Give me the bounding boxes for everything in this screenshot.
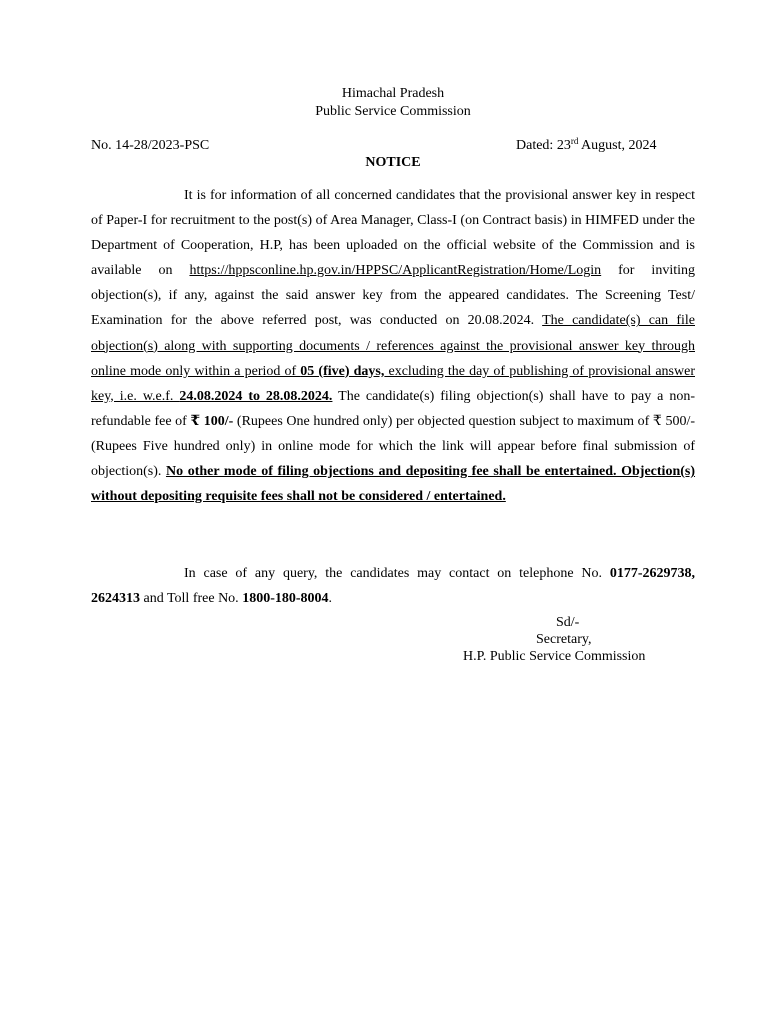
telephone-numbers: 0177-2629738, 2624313: [91, 566, 695, 607]
notice-title: NOTICE: [365, 155, 421, 170]
para1-text-exam-info: for inviting objection(s), if any, against the said answer key from the appeared candidates. The Screening Test/ Examination for the above referred post, was conducted on 20.08.2024.: [91, 263, 695, 329]
para1-text-fee: The candidate(s) filing objection(s) shall have to pay a non-refundable fee of: [91, 388, 695, 429]
para1-underlined-2: excluding the day of publishing of provisional answer key, i.e. w.e.f.: [91, 363, 695, 404]
fee-amount: ₹ 100/-: [190, 413, 234, 429]
para1-underlined-1: The candidate(s) can file objection(s) along with supporting documents / references against the provisional answer key through online mode only within a period of: [91, 313, 695, 379]
tollfree-number: 1800-180-8004: [242, 591, 329, 607]
reference-number: No. 14-28/2023-PSC: [91, 138, 210, 153]
signature-organization: H.P. Public Service Commission: [463, 649, 646, 664]
header-commission-name: Public Service Commission: [315, 104, 471, 119]
objection-period-days: 05 (five) days,: [300, 363, 385, 379]
signature-sd: Sd/-: [556, 615, 580, 630]
important-warning-text: No other mode of filing objections and depositing fee shall be entertained. Objection(s) without depositing requisite fees shall not be considered / entertained.: [91, 464, 696, 505]
para1-text-fee-details: (Rupees One hundred only) per objected question subject to maximum of ₹ 500/- (Rupees Five hundred only) in online mode for which the link will appear before final submission of objection(s).: [91, 413, 695, 480]
objection-dates: 24.08.2024 to 28.08.2024.: [179, 388, 333, 404]
notice-paragraph-main: [91, 183, 695, 509]
header-state-name: Himachal Pradesh: [341, 86, 445, 101]
date-prefix: Dated: 23: [516, 138, 571, 153]
date-rest: August, 2024: [578, 138, 657, 153]
date-ordinal-suffix: rd: [570, 136, 579, 146]
para2-text-tollfree-label: and Toll free No.: [140, 591, 243, 607]
notice-paragraph-contact: [91, 561, 695, 611]
para2-text-query: In case of any query, the candidates may contact on telephone No.: [184, 566, 610, 581]
notice-date: [516, 137, 657, 155]
para1-text-intro: It is for information of all concerned candidates that the provisional answer key in respect of Paper-I for recruitment to the post(s) of Area Manager, Class-I (on Contract basis) in HIMFED under the Department of Cooperation, H.P, has been uploaded on the official website of the Commission and is available on: [91, 188, 695, 279]
signature-designation: Secretary,: [536, 632, 592, 647]
website-link[interactable]: https://hppsconline.hp.gov.in/HPPSC/ApplicantRegistration/Home/Login: [189, 263, 602, 279]
para2-text-end: .: [328, 591, 333, 607]
